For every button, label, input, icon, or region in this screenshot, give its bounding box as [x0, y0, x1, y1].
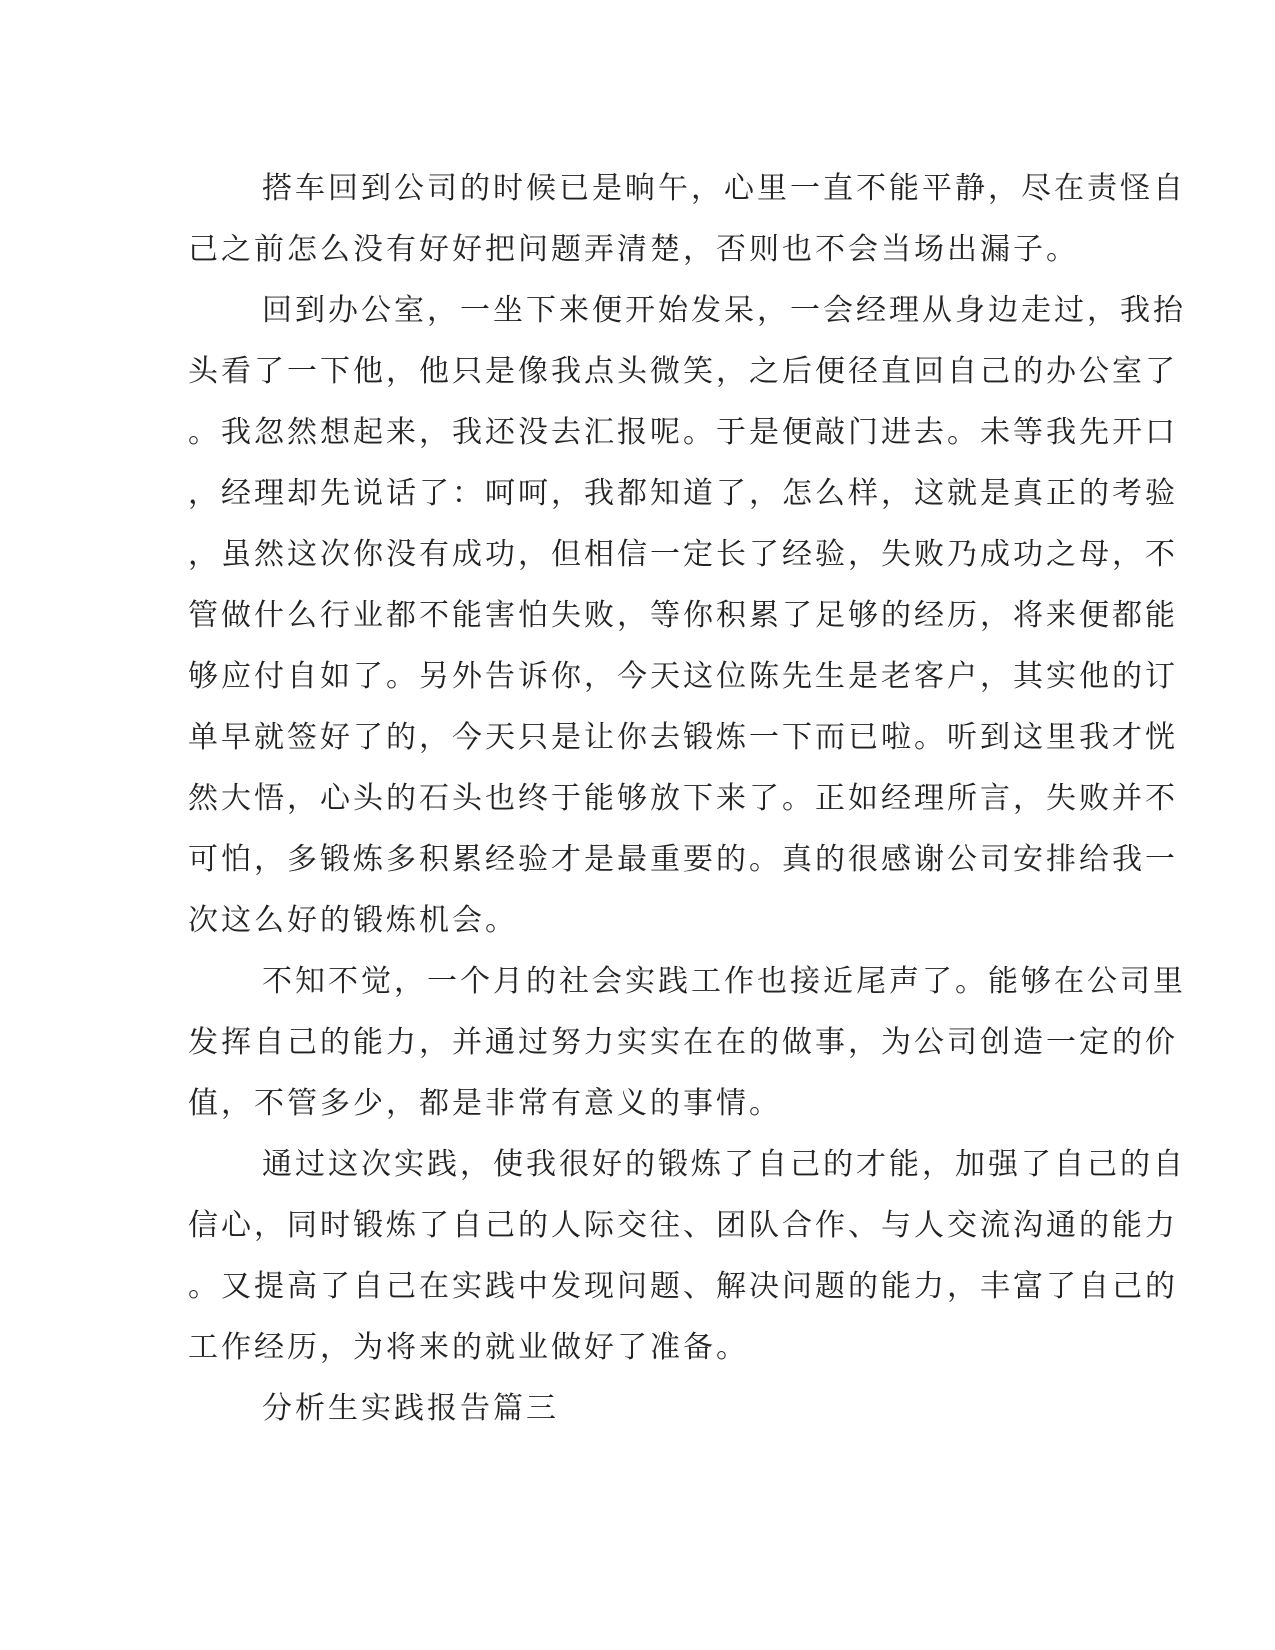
text-line: 回到办公室，一坐下来便开始发呆，一会经理从身边走过，我抬: [262, 293, 1186, 328]
text-line: 搭车回到公司的时候已是晌午，心里一直不能平静，尽在责怪自: [262, 171, 1186, 206]
text-line: 发挥自己的能力，并通过努力实实在在的做事，为公司创造一定的价: [188, 1025, 1178, 1060]
text-line: 管做什么行业都不能害怕失败，等你积累了足够的经历，将来便都能: [188, 598, 1178, 633]
text-line: 单早就签好了的，今天只是让你去锻炼一下而已啦。听到这里我才恍: [188, 720, 1178, 755]
document-body: [188, 158, 1186, 1439]
text-line: 然大悟，心头的石头也终于能够放下来了。正如经理所言，失败并不: [188, 781, 1178, 816]
paragraph-1: [188, 158, 1186, 280]
section-heading: [188, 1378, 1068, 1439]
text-line: 不知不觉，一个月的社会实践工作也接近尾声了。能够在公司里: [262, 964, 1186, 999]
text-line: 工作经历，为将来的就业做好了准备。: [188, 1330, 749, 1365]
text-line: 够应付自如了。另外告诉你，今天这位陈先生是老客户，其实他的订: [188, 659, 1178, 694]
text-line: 可怕，多锻炼多积累经验才是最重要的。真的很感谢公司安排给我一: [188, 842, 1178, 877]
text-line: 信心，同时锻炼了自己的人际交往、团队合作、与人交流沟通的能力: [188, 1208, 1178, 1243]
paragraph-3: [188, 951, 1186, 1134]
text-line: 次这么好的锻炼机会。: [188, 903, 518, 938]
text-line: 。我忽然想起来，我还没去汇报呢。于是便敲门进去。未等我先开口: [188, 415, 1178, 450]
text-line: 通过这次实践，使我很好的锻炼了自己的才能，加强了自己的自: [262, 1147, 1186, 1182]
text-line: ，虽然这次你没有成功，但相信一定长了经验，失败乃成功之母，不: [188, 537, 1178, 572]
text-line: 头看了一下他，他只是像我点头微笑，之后便径直回自己的办公室了: [188, 354, 1178, 389]
section-title: 分析生实践报告篇三: [262, 1391, 559, 1426]
text-line: 。又提高了自己在实践中发现问题、解决问题的能力，丰富了自己的: [188, 1269, 1178, 1304]
text-line: ，经理却先说话了：呵呵，我都知道了，怎么样，这就是真正的考验: [188, 476, 1178, 511]
text-line: 值，不管多少，都是非常有意义的事情。: [188, 1086, 782, 1121]
text-line: 己之前怎么没有好好把问题弄清楚，否则也不会当场出漏子。: [188, 232, 1079, 267]
paragraph-4: [188, 1134, 1186, 1378]
paragraph-2: [188, 280, 1186, 951]
